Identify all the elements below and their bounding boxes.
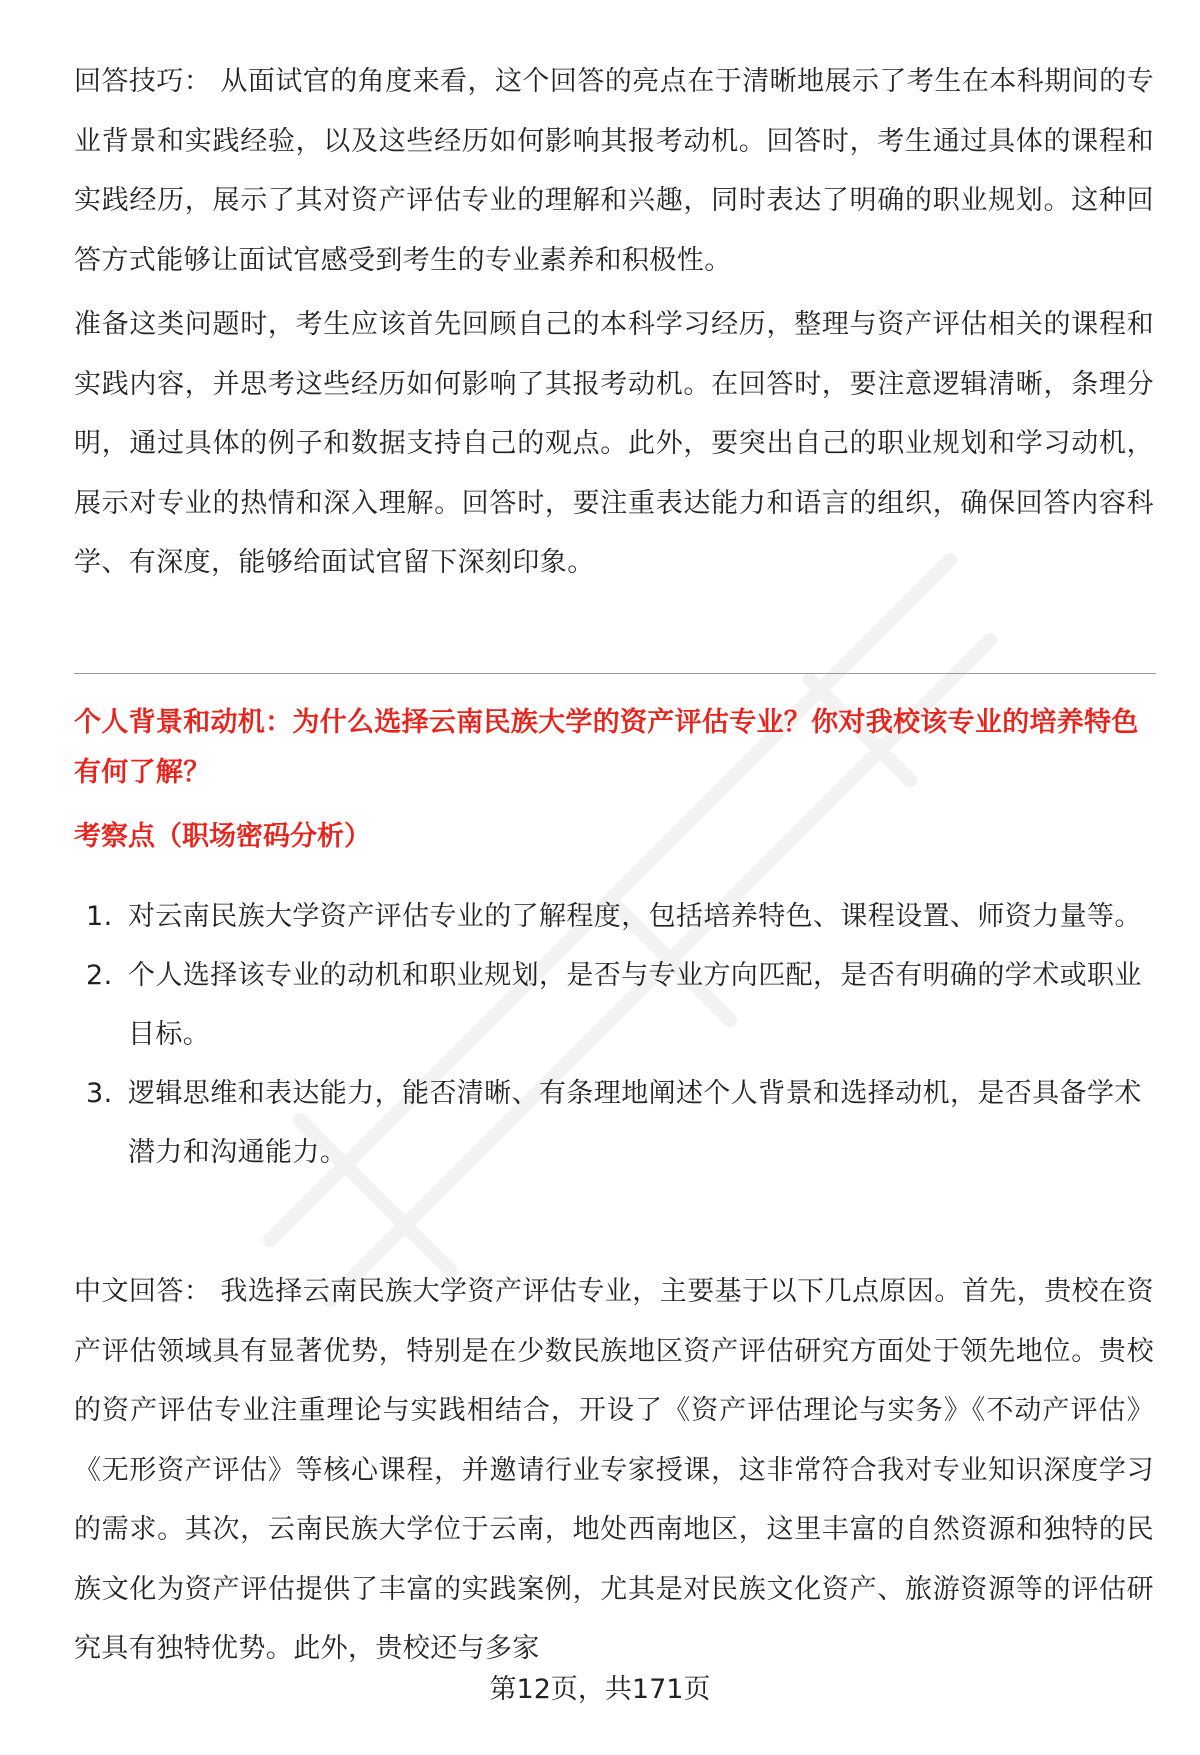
list-item-text: 个人选择该专业的动机和职业规划，是否与专业方向匹配，是否有明确的学术或职业目标。 bbox=[128, 960, 1142, 1050]
list-item-number: 2. bbox=[86, 960, 113, 991]
section-divider bbox=[74, 673, 1156, 674]
tips-paragraph: 回答技巧： 从面试官的角度来看，这个回答的亮点在于清晰地展示了考生在本科期间的专业背景和实践经验，以及这些经历如何影响其报考动机。回答时，考生通过具体的课程和实践经历，展示了其对资产评估专业的理解和兴趣，同时表达了明确的职业规划。这种回答方式能够让面试官感受到考生的专业素养和积极性。 bbox=[74, 66, 1154, 276]
page-number: 第12页，共171页 bbox=[489, 1674, 711, 1705]
list-item-number: 3. bbox=[86, 1078, 113, 1109]
list-item-number: 1. bbox=[86, 901, 113, 932]
list-item bbox=[74, 887, 1158, 946]
assessment-points-list bbox=[74, 887, 1158, 1182]
answer-paragraph: 中文回答： 我选择云南民族大学资产评估专业，主要基于以下几点原因。首先，贵校在资产评估领域具有显著优势，特别是在少数民族地区资产评估研究方面处于领先地位。贵校的资产评估专业注重理论与实践相结合，开设了《资产评估理论与实务》《不动产评估》《无形资产评估》等核心课程，并邀请行业专家授课，这非常符合我对专业知识深度学习的需求。其次，云南民族大学位于云南，地处西南地区，这里丰富的自然资源和独特的民族文化为资产评估提供了丰富的实践案例，尤其是对民族文化资产、旅游资源等的评估研究具有独特优势。此外，贵校还与多家 bbox=[74, 1276, 1154, 1664]
list-item bbox=[74, 946, 1158, 1064]
list-item bbox=[74, 1064, 1158, 1182]
list-item-text: 逻辑思维和表达能力，能否清晰、有条理地阐述个人背景和选择动机，是否具备学术潜力和沟通能力。 bbox=[128, 1078, 1142, 1168]
list-item-text: 对云南民族大学资产评估专业的了解程度，包括培养特色、课程设置、师资力量等。 bbox=[128, 901, 1142, 932]
preparation-paragraph: 准备这类问题时，考生应该首先回顾自己的本科学习经历，整理与资产评估相关的课程和实践内容，并思考这些经历如何影响了其报考动机。在回答时，要注意逻辑清晰，条理分明，通过具体的例子和数据支持自己的观点。此外，要突出自己的职业规划和学习动机，展示对专业的热情和深入理解。回答时，要注重表达能力和语言的组织，确保回答内容科学、有深度，能够给面试官留下深刻印象。 bbox=[74, 309, 1154, 578]
question-heading: 个人背景和动机：为什么选择云南民族大学的资产评估专业？你对我校该专业的培养特色有何了解？ bbox=[74, 707, 1139, 788]
assessment-points-heading: 考察点（职场密码分析） bbox=[74, 821, 371, 852]
